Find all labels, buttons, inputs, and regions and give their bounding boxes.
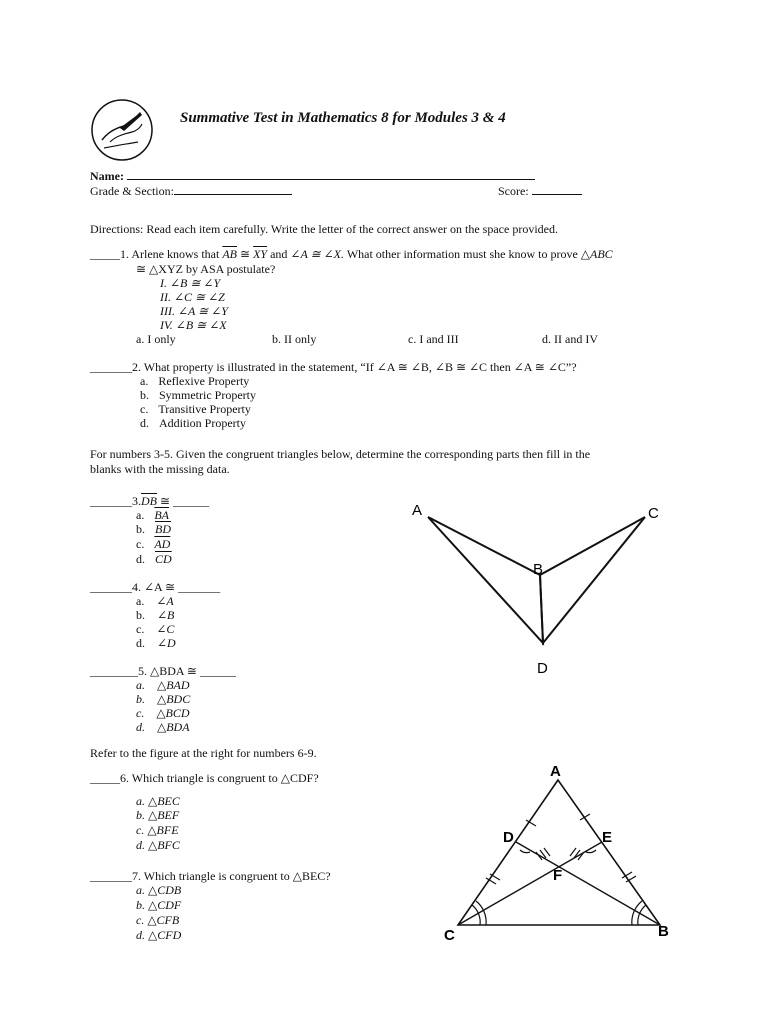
figure1-label-a: A xyxy=(412,502,423,519)
question-4: _______4. ∠A ≅ _______ xyxy=(90,580,221,594)
figure1-outline xyxy=(428,517,543,643)
q1-choice[interactable]: b. II only xyxy=(272,332,317,346)
score-row xyxy=(498,182,582,199)
answer-blank[interactable]: _____ xyxy=(90,247,120,261)
figure-congruent-triangles xyxy=(400,495,680,680)
question-2 xyxy=(90,360,577,375)
directions: Directions: Read each item carefully. Write the letter of the correct answer on the space provided. xyxy=(90,222,558,236)
q3-choice[interactable]: b. $\overline{BD}$ xyxy=(136,522,171,536)
q1-angle: ∠A ≅ ∠X. xyxy=(290,247,345,261)
answer-blank[interactable]: _______ xyxy=(90,580,132,594)
q5-choice[interactable]: c. △BCD xyxy=(136,706,190,720)
grade-label: Grade & Section: xyxy=(90,184,174,198)
score-field[interactable] xyxy=(532,182,582,195)
hand-writing-icon xyxy=(90,98,154,162)
figure2-label-d: D xyxy=(503,829,514,846)
segment-ab: $\overline{AB}$ xyxy=(222,247,237,261)
q7-choice[interactable]: a. △CDB xyxy=(136,883,182,897)
q7-choice[interactable]: b. △CDF xyxy=(136,898,182,912)
q6-choice[interactable]: c. △BFE xyxy=(136,823,179,837)
q1-congruent: ≅ xyxy=(240,247,251,261)
answer-blank[interactable]: _______ xyxy=(90,869,132,883)
q3-choice[interactable]: c. $\overline{AD}$ xyxy=(136,537,171,551)
score-label: Score: xyxy=(498,184,529,198)
answer-blank[interactable]: _______ xyxy=(90,360,132,374)
q6-choice[interactable]: a. △BEC xyxy=(136,794,180,808)
q5-choice[interactable]: a. △BAD xyxy=(136,678,190,692)
q6-choice[interactable]: d. △BFC xyxy=(136,838,180,852)
q5-choice[interactable]: b. △BDC xyxy=(136,692,191,706)
refer-text: Refer to the figure at the right for numbers 6-9. xyxy=(90,746,317,760)
question-3: $\_\_\_\_\_\_\_3.\overline{DB}$ ≅ ______ xyxy=(90,494,210,508)
q1-text-b: and xyxy=(270,247,288,261)
q3-choice[interactable]: d. $\overline{CD}$ xyxy=(136,552,172,566)
q1-choice[interactable]: d. II and IV xyxy=(542,332,598,346)
figure2-outline xyxy=(458,780,660,925)
instructions-3-5-line2: blanks with the missing data. xyxy=(90,462,230,476)
question-6: _____6. Which triangle is congruent to △CDF? xyxy=(90,771,319,785)
q1-item: III. ∠A ≅ ∠Y xyxy=(160,304,228,318)
answer-blank[interactable]: ________ xyxy=(90,664,138,678)
q2-text: 2. What property is illustrated in the statement, “If ∠A ≅ ∠B, ∠B ≅ ∠C then ∠A ≅ ∠C”? xyxy=(132,360,577,374)
q1-item: IV. ∠B ≅ ∠X xyxy=(160,318,227,332)
segment-xy: $\overline{XY}$ xyxy=(253,247,268,261)
grade-field[interactable] xyxy=(174,182,292,195)
q7-choice[interactable]: c. △CFB xyxy=(136,913,180,927)
q1-number: 1. xyxy=(120,247,129,261)
q4-choice[interactable]: b. ∠B xyxy=(136,608,175,622)
figure-triangle-abc xyxy=(420,760,690,945)
figure2-label-c: C xyxy=(444,927,455,944)
page-title: Summative Test in Mathematics 8 for Modules 3 & 4 xyxy=(180,110,506,126)
q1-line2: ≅ △XYZ by ASA postulate? xyxy=(136,262,276,276)
q1-choice[interactable]: a. I only xyxy=(136,332,176,346)
figure2-label-b: B xyxy=(658,923,669,940)
q3-choice[interactable]: a. $\overline{BA}$ xyxy=(136,508,169,522)
figure1-label-d: D xyxy=(537,660,548,677)
q1-item: II. ∠C ≅ ∠Z xyxy=(160,290,225,304)
q2-choice[interactable]: d. Addition Property xyxy=(140,416,246,430)
q1-choice[interactable]: c. I and III xyxy=(408,332,459,346)
answer-blank[interactable]: _______ xyxy=(90,494,132,508)
grade-row xyxy=(90,182,292,199)
q4-choice[interactable]: c. ∠C xyxy=(136,622,175,636)
figure2-label-f: F xyxy=(553,867,563,884)
figure1-label-b: B xyxy=(533,561,544,578)
figure2-label-a: A xyxy=(550,763,561,780)
q6-choice[interactable]: b. △BEF xyxy=(136,808,180,822)
q1-triangle: △ABC xyxy=(580,247,613,261)
figure1-outline-right xyxy=(540,517,645,643)
q1-text-a: Arlene knows that xyxy=(131,247,220,261)
name-label: Name: xyxy=(90,169,124,183)
q7-choice[interactable]: d. △CFD xyxy=(136,928,182,942)
q1-item: I. ∠B ≅ ∠Y xyxy=(160,276,221,290)
question-1 xyxy=(90,247,613,262)
figure1-label-c: C xyxy=(648,505,659,522)
figure2-segment-ce xyxy=(458,842,602,925)
name-field[interactable] xyxy=(127,167,535,180)
figure2-label-e: E xyxy=(602,829,613,846)
header-logo xyxy=(90,98,154,162)
q2-choice[interactable]: b. Symmetric Property xyxy=(140,388,256,402)
answer-blank[interactable]: _____ xyxy=(90,771,120,785)
q2-choice[interactable]: c. Transitive Property xyxy=(140,402,251,416)
question-7: _______7. Which triangle is congruent to △BEC? xyxy=(90,869,331,883)
q1-text-c: What other information must she know to prove xyxy=(346,247,578,261)
q5-choice[interactable]: d. △BDA xyxy=(136,720,190,734)
q4-choice[interactable]: d. ∠D xyxy=(136,636,176,650)
q2-choice[interactable]: a. Reflexive Property xyxy=(140,374,250,388)
q4-choice[interactable]: a. ∠A xyxy=(136,594,174,608)
question-5: ________5. △BDA ≅ ______ xyxy=(90,664,236,678)
instructions-3-5: For numbers 3-5. Given the congruent triangles below, determine the corresponding parts then fill in the xyxy=(90,447,591,461)
